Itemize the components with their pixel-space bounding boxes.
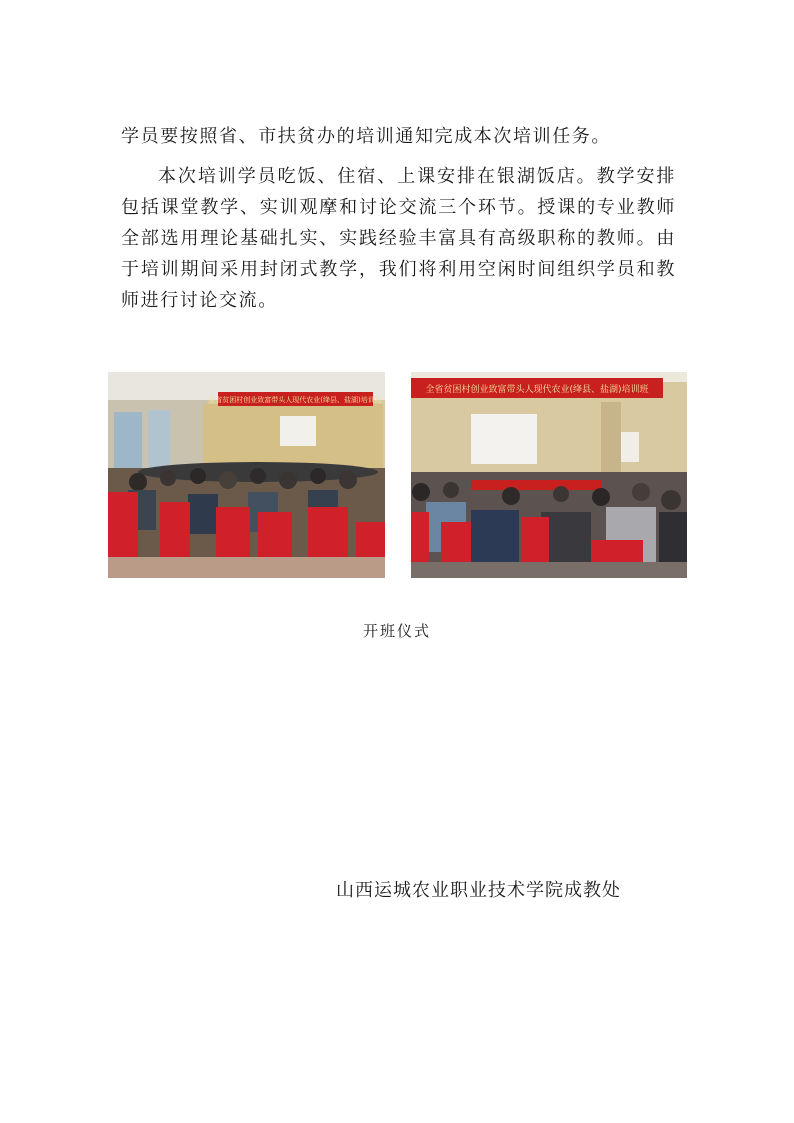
banner-text: 全省贫困村创业致富带头人现代农业(绛县、盐湖)培训班 bbox=[208, 396, 382, 404]
photo-opening-ceremony-left bbox=[108, 372, 385, 578]
paragraph-2: 本次培训学员吃饭、住宿、上课安排在银湖饭店。教学安排包括课堂教学、实训观摩和讨论交流三个环节。授课的专业教师全部选用理论基础扎实、实践经验丰富具有高级职称的教师。由于培训期间采用封闭式教学，我们将利用空闲时间组织学员和教师进行讨论交流。 bbox=[121, 166, 676, 311]
signature-organization: 山西运城农业职业技术学院成教处 bbox=[336, 880, 621, 901]
banner-text: 全省贫困村创业致富带头人现代农业(绛县、盐湖)培训班 bbox=[425, 385, 649, 395]
photo-opening-ceremony-right bbox=[411, 372, 687, 578]
paragraph-1: 学员要按照省、市扶贫办的培训通知完成本次培训任务。 bbox=[121, 126, 611, 147]
photo-caption: 开班仪式 bbox=[362, 622, 431, 640]
